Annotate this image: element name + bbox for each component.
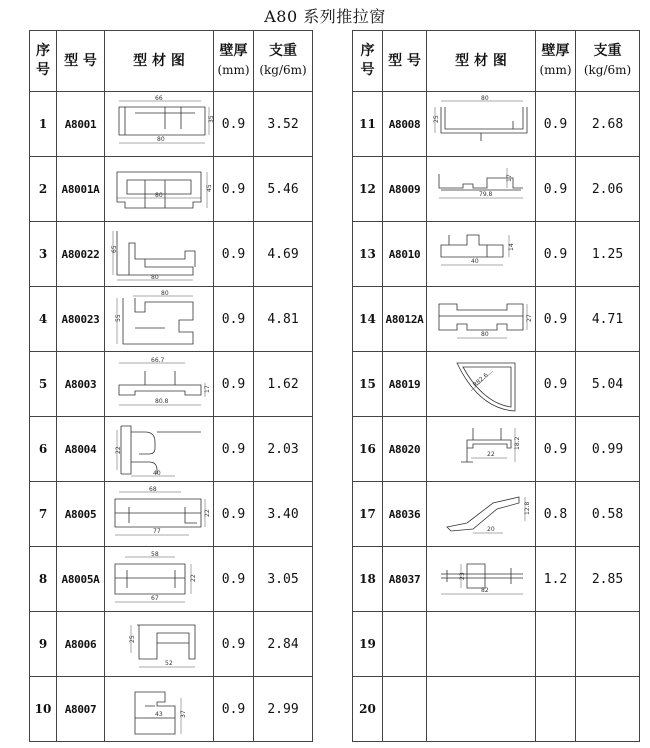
dimension-label: 66 [155,95,163,102]
seq-cell: 16 [353,417,383,482]
dimension-label: 45 [206,184,213,192]
drawing-cell [105,547,214,612]
seq-cell: 2 [30,157,57,222]
table-row [353,417,640,482]
dimension-label: 23 [459,572,466,580]
drawing-cell [427,547,536,612]
dimension-label: 80 [481,331,489,338]
dimension-label: 37 [180,710,187,718]
dimension-label: 65 [111,245,118,253]
profile-drawing [427,93,536,155]
wall-cell: 0.9 [214,92,254,157]
drawing-cell [427,612,536,677]
dimension-label: 52 [165,660,173,667]
weight-cell [576,612,640,677]
seq-cell: 12 [353,157,383,222]
weight-cell: 4.81 [254,287,313,352]
drawing-cell [105,482,214,547]
dimension-label: 80 [151,274,159,281]
table-row [353,287,640,352]
drawing-cell [427,92,536,157]
seq-cell: 5 [30,352,57,417]
wall-cell: 1.2 [536,547,576,612]
dimension-label: 66.7 [151,357,165,364]
model-cell: A8005 [57,482,105,547]
dimension-label: 17 [506,174,513,182]
wall-cell: 0.9 [214,612,254,677]
seq-cell: 7 [30,482,57,547]
table-row [30,482,313,547]
table-row [30,547,313,612]
wall-cell: 0.9 [214,222,254,287]
table-row [30,677,313,742]
seq-cell: 3 [30,222,57,287]
profile-drawing [427,353,536,415]
wall-cell: 0.9 [214,482,254,547]
dimension-label: 22 [204,509,211,517]
seq-cell: 6 [30,417,57,482]
drawing-cell [105,612,214,677]
weight-header: 支重 (kg/6m) [254,31,313,92]
drawing-cell [427,482,536,547]
dimension-label: 68 [149,486,157,493]
dimension-label: 35 [208,115,215,123]
model-cell: A8036 [383,482,427,547]
profile-drawing [105,613,214,675]
wall-cell: 0.9 [214,157,254,222]
drawing-cell [427,352,536,417]
model-cell: A80023 [57,287,105,352]
model-cell: A80022 [57,222,105,287]
profile-drawing [105,548,214,610]
profile-drawing [105,93,214,155]
model-cell: A8001 [57,92,105,157]
drawing-cell [427,157,536,222]
profile-table-right [352,30,640,742]
seq-cell: 4 [30,287,57,352]
dimension-label: 40 [471,258,479,265]
dimension-label: 25 [129,635,136,643]
weight-cell: 2.03 [254,417,313,482]
seq-cell: 1 [30,92,57,157]
table-row [30,157,313,222]
wall-cell: 0.9 [536,352,576,417]
seq-cell: 17 [353,482,383,547]
dimension-label: 80 [161,290,169,297]
table-row [353,157,640,222]
table-row [30,612,313,677]
dimension-label: 80.8 [155,398,169,405]
weight-cell: 3.40 [254,482,313,547]
seq-cell: 9 [30,612,57,677]
header-row [353,31,640,92]
drawing-cell [105,417,214,482]
table-row [353,222,640,287]
drawing-cell [105,92,214,157]
profile-drawing [105,158,214,220]
weight-cell [576,677,640,742]
wall-cell: 0.9 [214,417,254,482]
table-row [353,482,640,547]
model-cell: A8004 [57,417,105,482]
page-title: A80 系列推拉窗 [264,7,386,26]
weight-cell: 5.04 [576,352,640,417]
dimension-label: 80 [155,192,163,199]
table-row [353,352,640,417]
drawing-cell [427,222,536,287]
dimension-label: 22 [487,451,495,458]
table-row [30,92,313,157]
seq-header: 序 号 [353,31,383,92]
seq-cell: 11 [353,92,383,157]
table-row [30,222,313,287]
profile-drawing [427,548,536,610]
dimension-label: 25 [433,115,440,123]
weight-cell: 3.52 [254,92,313,157]
weight-header: 支重 (kg/6m) [576,31,640,92]
model-cell: A8001A [57,157,105,222]
profile-drawing [105,353,214,415]
profile-drawing [105,678,214,740]
wall-cell: 0.9 [536,92,576,157]
dimension-label: 17 [204,385,211,393]
weight-cell: 3.05 [254,547,313,612]
model-cell: A8012A [383,287,427,352]
drawing-header: 型 材 图 [105,31,214,92]
model-header: 型 号 [383,31,427,92]
model-cell: A8020 [383,417,427,482]
profile-table-left [29,30,313,742]
model-cell: A8006 [57,612,105,677]
profile-drawing [105,483,214,545]
wall-cell [536,677,576,742]
weight-cell: 2.85 [576,547,640,612]
seq-cell: 19 [353,612,383,677]
weight-cell: 2.06 [576,157,640,222]
model-cell: A8005A [57,547,105,612]
wall-cell: 0.9 [214,547,254,612]
dimension-label: 22 [190,574,197,582]
dimension-label: 77 [153,528,161,535]
header-row [30,31,313,92]
wall-cell [536,612,576,677]
profile-drawing [427,223,536,285]
dimension-label: 14 [508,243,515,251]
dimension-label: 27 [526,314,533,322]
model-header: 型 号 [57,31,105,92]
dimension-label: 40 [153,470,161,477]
wall-cell: 0.9 [536,287,576,352]
wall-cell: 0.9 [214,352,254,417]
model-cell: A8003 [57,352,105,417]
model-cell: A8008 [383,92,427,157]
drawing-header: 型 材 图 [427,31,536,92]
dimension-label: 80 [157,136,165,143]
seq-cell: 20 [353,677,383,742]
model-cell: A8019 [383,352,427,417]
seq-header: 序 号 [30,31,57,92]
dimension-label: 55 [115,314,122,322]
model-cell [383,612,427,677]
seq-cell: 13 [353,222,383,287]
drawing-cell [427,287,536,352]
table-row [30,352,313,417]
wall-header: 壁厚 (mm) [214,31,254,92]
model-cell [383,677,427,742]
model-cell: A8009 [383,157,427,222]
dimension-label: 12.8 [524,501,531,515]
seq-cell: 15 [353,352,383,417]
model-cell: A8037 [383,547,427,612]
weight-cell: 1.25 [576,222,640,287]
wall-cell: 0.9 [214,287,254,352]
table-row [30,287,313,352]
weight-cell: 1.62 [254,352,313,417]
dimension-label: 82 [481,587,489,594]
drawing-cell [105,222,214,287]
profile-drawing [427,288,536,350]
drawing-cell [105,352,214,417]
table-row [353,612,640,677]
weight-cell: 2.68 [576,92,640,157]
weight-cell: 5.46 [254,157,313,222]
table-row [353,92,640,157]
drawing-cell [427,677,536,742]
dimension-label: 22 [115,446,122,454]
dimension-label: 67 [151,595,159,602]
profile-drawing [427,483,536,545]
weight-cell: 0.99 [576,417,640,482]
dimension-label: 20 [487,526,495,533]
profile-drawing [105,288,214,350]
drawing-cell [105,287,214,352]
seq-cell: 8 [30,547,57,612]
wall-cell: 0.9 [536,222,576,287]
dimension-label: 18.2 [514,436,521,450]
wall-cell: 0.9 [214,677,254,742]
table-row [30,417,313,482]
dimension-label: 79.8 [479,191,493,198]
table-row [353,677,640,742]
seq-cell: 18 [353,547,383,612]
profile-drawing [427,158,536,220]
seq-cell: 14 [353,287,383,352]
drawing-cell [427,417,536,482]
wall-cell: 0.9 [536,417,576,482]
dimension-label: 80 [481,95,489,102]
profile-drawing [105,223,214,285]
profile-drawing [427,418,536,480]
dimension-label: R82.6 [471,371,490,389]
seq-cell: 10 [30,677,57,742]
wall-header: 壁厚 (mm) [536,31,576,92]
wall-cell: 0.8 [536,482,576,547]
dimension-label: 58 [151,551,159,558]
weight-cell: 0.58 [576,482,640,547]
weight-cell: 4.71 [576,287,640,352]
weight-cell: 4.69 [254,222,313,287]
weight-cell: 2.84 [254,612,313,677]
model-cell: A8010 [383,222,427,287]
drawing-cell [105,677,214,742]
dimension-label: 43 [155,711,163,718]
model-cell: A8007 [57,677,105,742]
profile-drawing [105,418,214,480]
wall-cell: 0.9 [536,157,576,222]
drawing-cell [105,157,214,222]
weight-cell: 2.99 [254,677,313,742]
table-row [353,547,640,612]
